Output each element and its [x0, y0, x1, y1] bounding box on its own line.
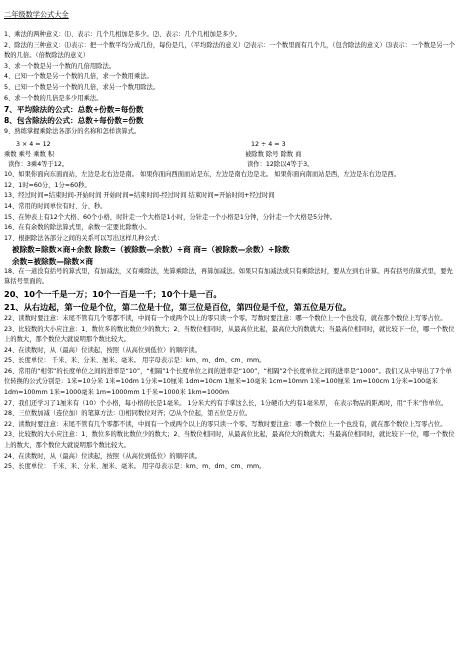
text-line-15: 15、在钟表上有12个大格、60个小格，时针走一个大格是1小时，分针走一个小格是1分钟，分针走一个大格是5分钟。 [4, 213, 337, 221]
text-line-12: 12、1时=60分，1分=60秒。 [4, 181, 91, 189]
text-line-14: 14、常用的时间单位有时、分、秒。 [4, 202, 107, 210]
calc-part-names [4, 150, 456, 160]
text-line-2: 2、除法的三种意义：⑴表示：把一个数平均分成几份，每份是几，（平均除法的意义）⑵表示：一个数里面有几个几，（包含除法的意义）⑶表示：一个数是另一个数的几倍。（倍数除法的意义） [4, 41, 456, 60]
text-line-5: 5、已知一个数是另一个数的几倍，求另一个数用除法。 [4, 83, 160, 91]
text-line-1: 1、乘法的两种意义：⑴、表示：几个几相加是多少。⑵、表示：几个几相加是多少。 [4, 31, 241, 38]
calc-readings [4, 160, 456, 170]
text-line-26: 26、常用的“相邻”的长度单位之间的进率是“10”，“相隔”1个长度单位之间的进率是“100”，“相隔”2个长度单位之间的进率是“1000”。我们又从中导出了7个单位转换的公式分别是：1米=10分米 1米=10dm 1分米=10厘米 1dm=10cm 1厘米=10毫米 1cm=10mm 1米=100厘米 1m=100cm 1分米=100毫米 1dm=100mm 1米=1000毫米 1m=1000mm 1千米=1000米 1km=1000m [4, 367, 452, 397]
text-line-22-repeat: 22、读数时要注意：末尾不管有几个零都不读，中间有一个或两个以上的零只读一个零。写数时要注意：哪一个数位上一个也没有，就在那个数位上写零占位。 [4, 420, 447, 428]
div-reading: 读作：12除以4等于3。 [247, 161, 314, 169]
mult-expression: 3 × 4 = 12 [16, 141, 51, 149]
text-line-25-repeat: 25、长度单位： 千米、米、分米、厘米、毫米。 用字母表示是：km、m、dm、cm、mm。 [4, 463, 266, 471]
text-line-23: 23、比较数的大小应注意：1、数位多的数比数位少的数大；2、当数位相同时，从最高位比起，最高位大的数就大；当最高位相同时，就比较下一位，哪一个数位上的数大，那个数位大就说明那个数比较大。 [4, 325, 455, 344]
text-line-24: 24、在读数时，从（最高）位读起，按照（从高位到低位）的顺序读。 [4, 346, 201, 354]
place-value-statement: 20、10个一千是一万；10个一百是一千；10个十是一百。 [4, 288, 222, 299]
text-line-6: 6、求一个数的几倍是多少用乘法。 [4, 94, 103, 102]
calc-expressions [4, 140, 456, 150]
remainder-formula: 余数=被除数—除数×商 [12, 256, 94, 266]
digit-position-statement: 21、从右边起，第一位是个位，第二位是十位，第三位是百位，第四位是千位，第五位是万位。 [4, 301, 352, 312]
text-line-23-repeat: 23、比较数的大小应注意：1、数位多的数比数位少的数大；2、当数位相同时，从最高位比起，最高位大的数就大；当最高位相同时，就比较下一位，哪一个数位上的数大，那个数位大就说明那个数比较大。 [4, 431, 455, 450]
text-line-25: 25、长度单位： 千米、米、分米、厘米、毫米。 用字母表示是：km、m、dm、cm、mm。 [4, 357, 266, 365]
formula-average-division: 7、平均除法的公式：总数÷份数=每份数 [4, 105, 144, 115]
text-line-16: 16、在有余数的除法算式里，余数一定要比除数小。 [4, 224, 151, 232]
text-line-10: 10、如果你面向东面而站，左边是北右边是南。 如果你面向西面而站是东，左边是南右边是北。 如果你面向南而站是西，左边是东右边是西。 [4, 171, 401, 179]
formula-inclusive-division: 8、包含除法的公式：总数÷每份数=份数 [4, 116, 144, 126]
text-line-17: 17、根据除法各部分之间的关系可以写出这样几种公式： [4, 234, 164, 242]
document-title: 二年级数学公式大全 [4, 10, 69, 19]
text-line-27: 27、我们还学习了1厘米有（10）个小格，每小格的长是1毫米。 1分米大约有手掌这么长，1分硬币大约有1毫米厚， 在表示物品的距离时，用“千米”作单位。 [4, 399, 448, 407]
text-line-9: 9、熟练掌握乘除法各部分的名称和怎样读算式。 [4, 127, 141, 135]
text-line-4: 4、已知一个数是另一个数的几倍，求一个数用乘法。 [4, 73, 153, 81]
remainder-formulas: 被除数=除数×商+余数 除数=（被除数—余数）÷商 商=（被除数—余数）÷除数 [12, 245, 290, 255]
text-line-22: 22、读数时要注意：末尾不管有几个零都不读，中间有一个或两个以上的零只读一个零。写数时要注意：哪一个数位上一个也没有，就在那个数位上写零占位。 [4, 314, 447, 322]
text-line-3: 3、求一个数是另一个数的几倍用除法。 [4, 62, 116, 70]
div-part-names: 被除数 除号 除数 商 [245, 151, 302, 159]
mult-part-names: 乘数 乘号 乘数 积 [4, 151, 55, 159]
mult-reading: 读作：3乘4等于12。 [8, 161, 69, 169]
text-line-13: 13、经过时间=结束时间-开始时间 开始时间=结束时间-经过时间 结束时间=开始时间+经过时间 [4, 192, 275, 200]
text-line-28: 28、三位数加减（连位加）的笔算方法：⑴相同数位对齐；⑵从个位起，第五位是万位。 [4, 410, 252, 418]
div-expression: 12 ÷ 4 = 3 [251, 141, 286, 149]
text-line-24-repeat: 24、在读数时，从（最高）位读起，按照（从高位到低位）的顺序读。 [4, 452, 201, 460]
text-line-18: 18、在一道没有括号的算式里，有加减法，又有乘除法，先算乘除法，再算加减法。如果只有加减法或只有乘除法时，要从左到右计算。再有括号的算式里，要先算括号里面的。 [4, 267, 453, 286]
